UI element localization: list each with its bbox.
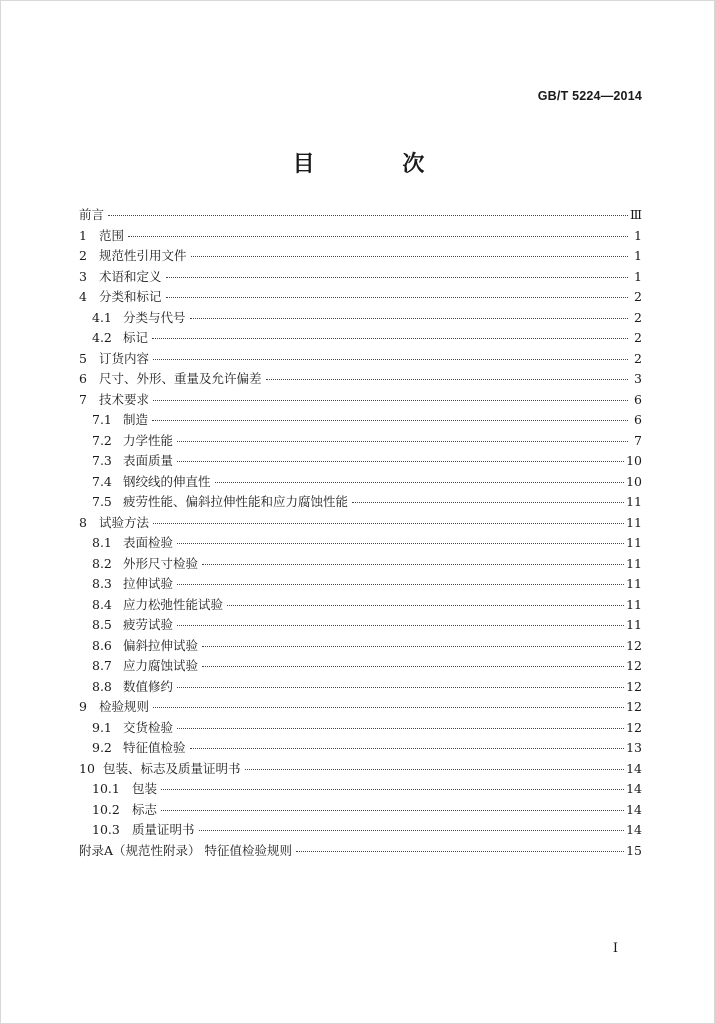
toc-entry-label: 标记 xyxy=(123,330,149,345)
toc-entry[interactable] xyxy=(79,369,642,390)
toc-entry-page: Ⅲ xyxy=(629,207,642,222)
page-title: 目 次 xyxy=(292,151,465,177)
toc-entry-page: 11 xyxy=(626,494,642,509)
toc-entry-page: 11 xyxy=(626,514,642,530)
toc-entry-label: 数值修约 xyxy=(123,678,174,694)
toc-entry-page: 6 xyxy=(634,412,642,427)
toc-entry-label: 分类与代号 xyxy=(123,309,186,325)
toc-entry-page: 10 xyxy=(626,473,642,489)
toc-leader-dots xyxy=(153,707,624,708)
toc-leader-dots xyxy=(161,789,624,790)
toc-entry[interactable] xyxy=(79,636,642,657)
toc-entry-label: 钢绞线的伸直性 xyxy=(123,473,211,489)
toc-leader-dots xyxy=(166,277,628,278)
toc-entry-label: 检验规则 xyxy=(99,699,150,714)
toc-leader-dots xyxy=(190,748,625,749)
toc-entry-label: 质量证明书 xyxy=(132,822,195,837)
toc-entry[interactable] xyxy=(79,226,642,247)
toc-entry-page: 11 xyxy=(626,555,642,571)
standard-code: GB/T 5224—2014 xyxy=(537,89,642,103)
toc-entry-number: 2 xyxy=(79,248,87,263)
toc-entry-number: 4.2 xyxy=(92,330,112,345)
toc-entry[interactable] xyxy=(79,267,642,288)
toc-entry-label: 偏斜拉伸试验 xyxy=(123,637,199,653)
toc-entry-number: 4 xyxy=(79,289,87,304)
toc-entry-number: 8.5 xyxy=(92,617,112,632)
toc-entry-page: 1 xyxy=(634,227,642,243)
toc-entry-page: 12 xyxy=(626,678,642,694)
toc-leader-dots xyxy=(177,461,624,462)
toc-entry-number: 8.7 xyxy=(92,658,112,673)
toc-entry[interactable] xyxy=(79,349,642,370)
toc-entry-page: 13 xyxy=(626,740,642,755)
toc-entry-number: 10 xyxy=(79,760,95,776)
toc-entry-page: 14 xyxy=(626,760,642,776)
toc-entry[interactable] xyxy=(79,677,642,698)
toc-leader-dots xyxy=(177,728,624,729)
toc-leader-dots xyxy=(245,769,625,770)
toc-entry-number: 9.2 xyxy=(92,740,112,755)
toc-entry[interactable] xyxy=(79,615,642,636)
toc-entry-label: 附录A（规范性附录） 特征值检验规则 xyxy=(79,842,293,858)
toc-entry[interactable] xyxy=(79,410,642,431)
toc-entry-number: 10.3 xyxy=(92,822,120,837)
toc-entry-label: 疲劳性能、偏斜拉伸性能和应力腐蚀性能 xyxy=(123,494,349,509)
toc-entry-page: 10 xyxy=(626,453,642,468)
toc-entry-page: 12 xyxy=(626,699,642,714)
toc-entry[interactable] xyxy=(79,205,642,226)
toc-entry-number: 3 xyxy=(79,268,87,284)
toc-entry-label: 订货内容 xyxy=(99,350,150,366)
toc-entry-page: 3 xyxy=(634,371,642,386)
toc-leader-dots xyxy=(177,543,624,544)
toc-entry-number: 10.1 xyxy=(92,781,120,796)
toc-entry-number: 8.4 xyxy=(92,596,112,612)
toc-leader-dots xyxy=(153,523,624,524)
toc-entry[interactable] xyxy=(79,390,642,411)
toc-entry[interactable] xyxy=(79,595,642,616)
toc-entry[interactable] xyxy=(79,554,642,575)
toc-leader-dots xyxy=(177,584,624,585)
toc-entry-page: 1 xyxy=(634,268,642,284)
toc-entry-page: 1 xyxy=(634,248,642,263)
toc-entry-number: 7.1 xyxy=(92,412,112,427)
toc-entry-page: 14 xyxy=(626,822,642,837)
toc-entry-label: 拉伸试验 xyxy=(123,576,174,591)
toc-leader-dots xyxy=(227,605,624,606)
toc-leader-dots xyxy=(128,236,628,237)
toc-leader-dots xyxy=(215,482,625,483)
toc-entry-page: 15 xyxy=(626,842,642,858)
toc-leader-dots xyxy=(177,441,628,442)
toc-entry[interactable] xyxy=(79,472,642,493)
toc-entry-label: 应力松弛性能试验 xyxy=(123,596,224,612)
toc-entry[interactable] xyxy=(79,697,642,718)
toc-entry-label: 表面质量 xyxy=(123,453,174,468)
toc-entry-label: 分类和标记 xyxy=(99,289,162,304)
toc-entry-page: 11 xyxy=(626,535,642,550)
toc-entry-number: 7 xyxy=(79,391,87,407)
toc-leader-dots xyxy=(153,400,628,401)
toc-entry-label: 术语和定义 xyxy=(99,268,162,284)
toc-entry[interactable] xyxy=(79,431,642,452)
toc-entry-label: 力学性能 xyxy=(123,432,174,448)
toc-leader-dots xyxy=(202,666,624,667)
toc-leader-dots xyxy=(152,338,628,339)
toc-entry-page: 7 xyxy=(634,432,642,448)
toc-entry-page: 6 xyxy=(634,391,642,407)
toc-entry-number: 10.2 xyxy=(92,801,120,817)
toc-leader-dots xyxy=(153,359,628,360)
toc-leader-dots xyxy=(199,830,625,831)
toc-entry[interactable] xyxy=(79,451,642,472)
toc-entry-number: 7.2 xyxy=(92,432,112,448)
toc-entry-label: 规范性引用文件 xyxy=(99,248,187,263)
toc-entry[interactable] xyxy=(79,308,642,329)
toc-leader-dots xyxy=(161,810,624,811)
table-of-contents xyxy=(79,205,642,861)
toc-entry-number: 5 xyxy=(79,350,87,366)
toc-entry-label: 制造 xyxy=(123,412,149,427)
toc-entry-label: 尺寸、外形、重量及允许偏差 xyxy=(99,371,262,386)
toc-entry-label: 范围 xyxy=(99,227,125,243)
toc-entry[interactable] xyxy=(79,287,642,308)
toc-entry[interactable] xyxy=(79,779,642,800)
toc-entry-page: 11 xyxy=(626,617,642,632)
toc-entry-number: 8.3 xyxy=(92,576,112,591)
toc-entry-label: 前言 xyxy=(79,207,105,222)
toc-entry-number: 8.2 xyxy=(92,555,112,571)
toc-leader-dots xyxy=(190,318,628,319)
toc-entry-label: 试验方法 xyxy=(99,514,150,530)
toc-entry-page: 12 xyxy=(626,637,642,653)
toc-entry[interactable] xyxy=(79,738,642,759)
toc-entry[interactable] xyxy=(79,718,642,739)
toc-entry-label: 技术要求 xyxy=(99,391,150,407)
toc-entry[interactable] xyxy=(79,574,642,595)
page-number: I xyxy=(612,941,618,956)
toc-entry-number: 9 xyxy=(79,699,87,714)
toc-entry-page: 2 xyxy=(634,350,642,366)
toc-entry[interactable] xyxy=(79,246,642,267)
toc-entry-number: 6 xyxy=(79,371,87,386)
toc-entry-number: 8.6 xyxy=(92,637,112,653)
toc-entry-number: 7.5 xyxy=(92,494,112,509)
toc-entry[interactable] xyxy=(79,841,642,862)
toc-entry-label: 包装 xyxy=(132,781,158,796)
toc-leader-dots xyxy=(166,297,628,298)
toc-entry-number: 8 xyxy=(79,514,87,530)
toc-entry-page: 2 xyxy=(634,309,642,325)
toc-entry-label: 疲劳试验 xyxy=(123,617,174,632)
toc-entry-number: 4.1 xyxy=(92,309,112,325)
toc-entry-page: 2 xyxy=(634,289,642,304)
toc-entry[interactable] xyxy=(79,820,642,841)
toc-entry-label: 包装、标志及质量证明书 xyxy=(103,760,241,776)
toc-leader-dots xyxy=(352,502,624,503)
toc-entry[interactable] xyxy=(79,533,642,554)
toc-leader-dots xyxy=(202,646,624,647)
toc-entry-label: 应力腐蚀试验 xyxy=(123,658,199,673)
toc-leader-dots xyxy=(177,687,624,688)
toc-entry[interactable] xyxy=(79,759,642,780)
toc-leader-dots xyxy=(296,851,624,852)
toc-entry-page: 12 xyxy=(626,658,642,673)
toc-entry-number: 1 xyxy=(79,227,87,243)
toc-leader-dots xyxy=(108,215,628,216)
toc-entry-label: 特征值检验 xyxy=(123,740,186,755)
toc-entry-label: 外形尺寸检验 xyxy=(123,555,199,571)
toc-entry-page: 11 xyxy=(626,576,642,591)
toc-entry-number: 8.1 xyxy=(92,535,112,550)
toc-entry[interactable] xyxy=(79,513,642,534)
toc-entry-number: 7.4 xyxy=(92,473,112,489)
toc-entry-page: 14 xyxy=(626,781,642,796)
toc-entry-number: 9.1 xyxy=(92,719,112,735)
toc-entry-page: 2 xyxy=(634,330,642,345)
toc-leader-dots xyxy=(152,420,628,421)
toc-entry-label: 标志 xyxy=(132,801,158,817)
toc-entry-page: 12 xyxy=(626,719,642,735)
toc-leader-dots xyxy=(202,564,624,565)
toc-entry[interactable] xyxy=(79,656,642,677)
toc-entry-number: 7.3 xyxy=(92,453,112,468)
toc-entry-label: 表面检验 xyxy=(123,535,174,550)
toc-entry-number: 8.8 xyxy=(92,678,112,694)
toc-entry-page: 11 xyxy=(626,596,642,612)
toc-entry[interactable] xyxy=(79,800,642,821)
toc-entry[interactable] xyxy=(79,492,642,513)
toc-entry[interactable] xyxy=(79,328,642,349)
toc-entry-label: 交货检验 xyxy=(123,719,174,735)
toc-leader-dots xyxy=(177,625,624,626)
toc-leader-dots xyxy=(266,379,628,380)
toc-leader-dots xyxy=(191,256,628,257)
toc-entry-page: 14 xyxy=(626,801,642,817)
